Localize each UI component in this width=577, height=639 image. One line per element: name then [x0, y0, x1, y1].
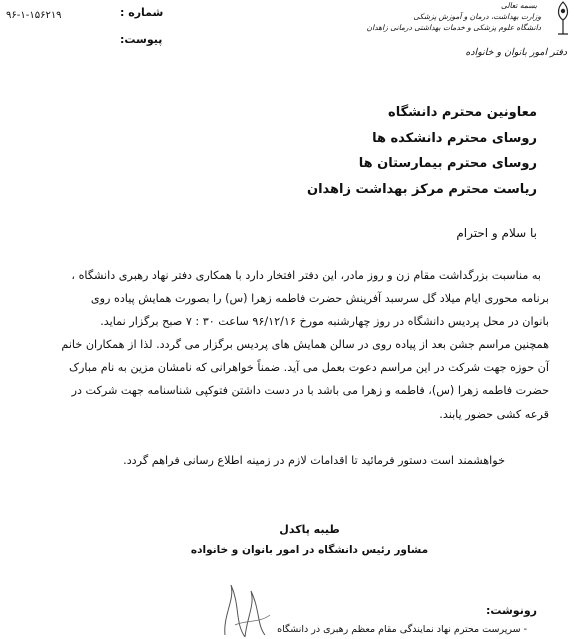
recipient-line: روسای محترم بیمارستان ها	[358, 156, 537, 171]
recipient-line: معاونین محترم دانشگاه	[388, 105, 537, 120]
recipient-line: روسای محترم دانشکده ها	[372, 130, 537, 146]
recipient-line: ریاست محترم مرکز بهداشت زاهدان	[306, 181, 537, 197]
body-line: قرعه کشی حضور یابند.	[439, 407, 549, 421]
number-label: شماره :	[120, 6, 164, 19]
signer-block	[182, 520, 437, 560]
recipients-block	[307, 100, 537, 202]
attachment-label: پیوست:	[120, 33, 163, 46]
org-line: دانشگاه علوم پزشکی و خدمات بهداشتی درمانی زاهدان	[366, 23, 541, 32]
closing-request: خواهشمند است دستور فرمائید تا اقدامات لازم در زمینه اطلاع رسانی فراهم گردد.	[123, 454, 505, 467]
organization-header	[366, 0, 567, 58]
body-line: حضرت فاطمه زهرا (س)، فاطمه و زهرا می باشد با در دست داشتن فتوکپی شناسنامه جهت شرکت در	[71, 384, 549, 398]
body-line: همچنین مراسم جشن بعد از پیاده روی در سالن همایش های پردیس برگزار می گردد. لذا از همکاران خانم	[61, 338, 549, 352]
signer-title: مشاور رئیس دانشگاه در امور بانوان و خانواده	[190, 544, 429, 556]
greeting: با سلام و احترام	[456, 226, 537, 240]
letter-number: ۹۶-۱-۱۵۶۲۱۹	[6, 10, 62, 21]
org-line: وزارت بهداشت، درمان و آموزش پزشکی	[413, 12, 541, 21]
signer-name: طیبه پاکدل	[279, 523, 340, 536]
body-line: آن حوزه جهت شرکت در این مراسم دعوت بعمل می آید. ضمناً خواهرانی که نامشان مزین به نام مبارک	[69, 361, 549, 375]
office-name: دفتر امور بانوان و خانواده	[465, 47, 567, 58]
cc-line: - سرپرست محترم نهاد نمایندگی مقام معظم رهبری در دانشگاه	[277, 624, 527, 635]
org-line: بسمه تعالی	[500, 1, 537, 10]
body-line: بانوان در محل پردیس دانشگاه در روز چهارشنبه مورخ ۹۶/۱۲/۱۶ ساعت ۳۰ : ۷ صبح برگزار نماید.	[100, 315, 549, 329]
body-line: به مناسبت بزرگداشت مقام زن و روز مادر، این دفتر افتخار دارد با همکاری دفتر نهاد رهبری دانشگاه ،	[71, 269, 541, 282]
body-line: برنامه محوری ایام میلاد گل سرسبد آفرینش حضرت فاطمه زهرا (س) را بصورت همایش پیاده روی	[90, 292, 549, 306]
letter-body	[19, 264, 549, 426]
cc-title: رونوشت:	[485, 604, 537, 617]
